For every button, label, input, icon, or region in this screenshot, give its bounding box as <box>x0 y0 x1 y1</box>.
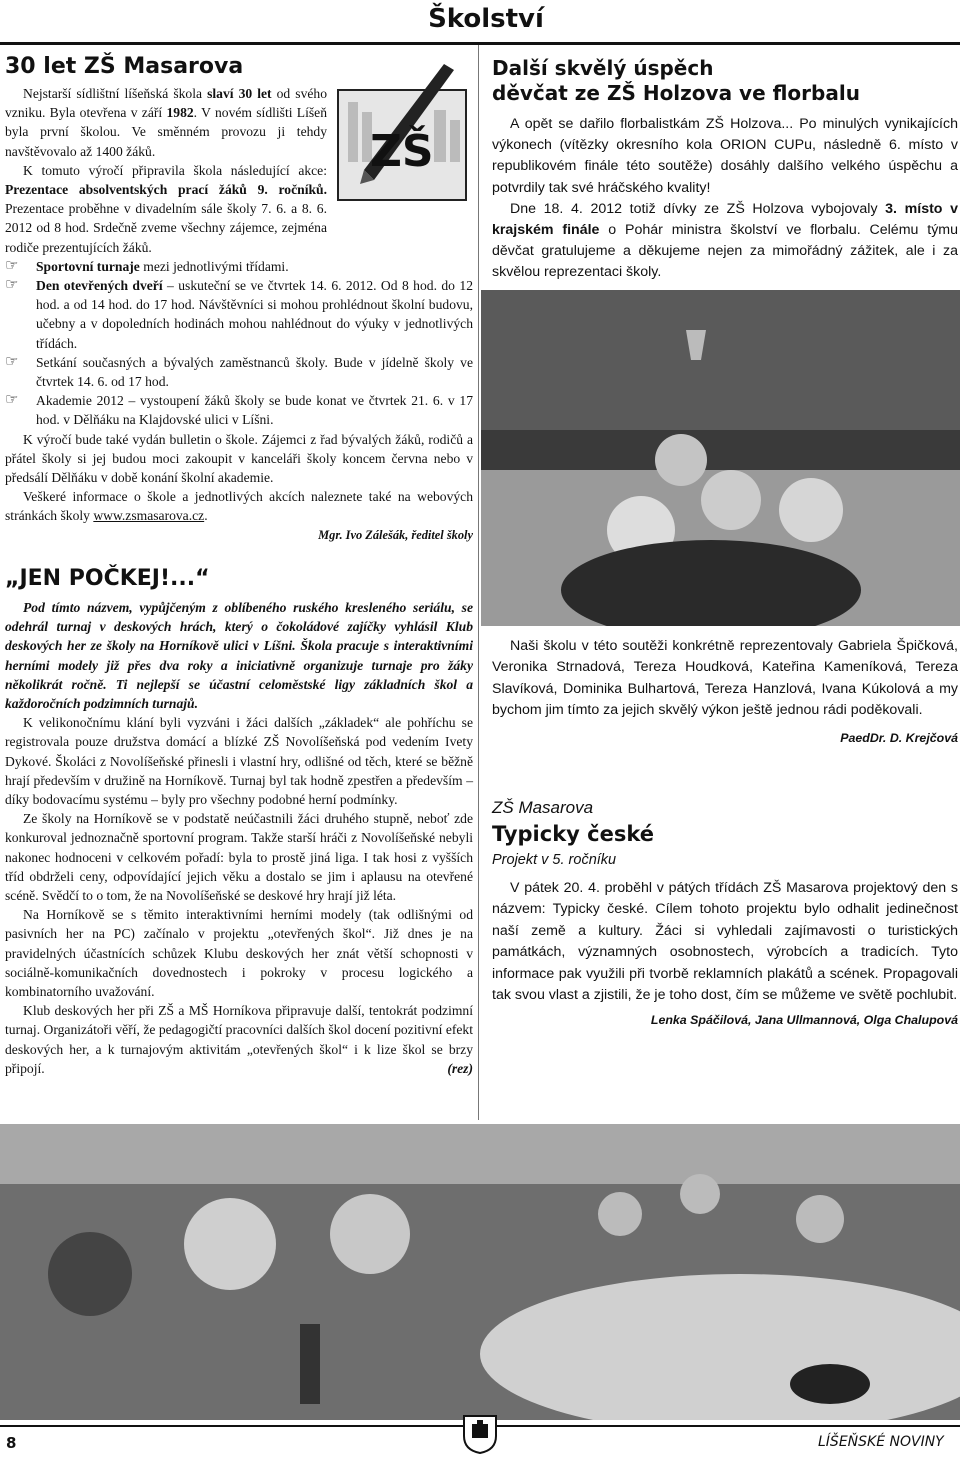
article-title-florbal <box>492 56 860 106</box>
article4-paragraph: V pátek 20. 4. proběhl v pátých třídách ZŠ Masarova projektový den s názvem: Typicky české. Cílem tohoto projektu bylo odhalit jedinečnost naší země a kultury. Žáci si vyhledali zajímavosti o turistických památkách, významných osobnostech, výrobcích a tradicích. Tyto informace pak využili při tvorbě reklamních plakátů a scének. Propagovali tak svou vlast a zjistili, že je toho dost, čím se můžeme ve světě pochlubit. <box>492 880 958 1004</box>
article4-body <box>492 878 958 1032</box>
article4-subtitle: Projekt v 5. ročníku <box>492 852 617 868</box>
header-rule <box>0 42 960 45</box>
article3-signature: PaedDr. D. Krejčová <box>840 730 958 745</box>
pointing-hand-icon: ☞ <box>5 257 19 274</box>
article1-paragraph: Veškeré informace o škole a jednotlivých akcích naleznete také na webových stránkách školy www.zsmasarova.cz. <box>5 489 473 524</box>
board-games-photo <box>0 1124 960 1420</box>
article2-paragraph: K velikonočnímu klání byli vyzváni i žáci dalších „základek“ ale pohříchu se registrovala pouze družstva domácí a blízké ZŠ Novolíšeňská pod vedením Ivety Dykové. Školáci z Novolíšeňské přinesli i vlastní hry, odlišné od těch, které se běžně hrají především v družině na Horníkově. Turnaj byl tak hodně zpestřen a především – díky bodovacímu systému – byly pro všechny podobné herní podmínky. <box>5 715 473 808</box>
article4-signature: Lenka Spáčilová, Jana Ullmannová, Olga Chalupová <box>650 1013 958 1028</box>
article-title-line: děvčat ze ZŠ Holzova ve florbalu <box>492 81 860 105</box>
board-games-photo-icon <box>0 1124 960 1420</box>
article1-paragraph: K výročí bude také vydán bulletin o škole. Zájemci z řad bývalých žáků, rodičů a přátel školy si jej budou moci zakoupit v kanceláři školy koncem června nebo v předsálí Dělňáku v době konání školní akademie. <box>5 431 473 486</box>
article2-lead: Pod tímto názvem, vypůjčeným z oblíbeného ruského kresleného seriálu, se odehrál turnaj v deskových hrách, který o čokoládové zajíčky vyhlásil Klub deskových her ze školy na Horníkově ulici v Líšni. Škola pracuje s interaktivními herními modely již přes dva roky a iniciativně organizuje turnaje pro žáky několikrát ročně. Ti nejlepší se účastní celoměstské ligy základních škol a každoročních podzimních turnajů. <box>5 600 473 712</box>
section-title: Školství <box>428 4 544 34</box>
article-title-jen-pockej: „JEN POČKEJ!...“ <box>5 566 210 591</box>
article4-kicker: ZŠ Masarova <box>492 798 594 817</box>
city-emblem-icon <box>462 1414 498 1454</box>
newspaper-name: LÍŠEŇSKÉ NOVINY <box>818 1434 944 1450</box>
list-item: ☞ Setkání současných a bývalých zaměstnanců školy. Bude v jídelně školy ve čtvrtek 14. 6. od 17 hod. <box>5 353 473 390</box>
article1-paragraph: K tomuto výročí připravila škola následující akce: Prezentace absolventských prací žáků 9. ročníků. Prezentace proběhne v divadelním sále školy 7. 6. a 8. 6. 2012 od 8 hod. Srdečně zveme všechny zájemce, zejména rodiče prezentujících žáků. <box>5 162 327 255</box>
school-website-link[interactable]: www.zsmasarova.cz <box>93 508 205 524</box>
article2-paragraph: Ze školy na Horníkově se v podstatě neúčastnili žáci druhého stupně, neboť zde konkuroval jednoznačně sportovní program. Takže starší hráči z Novolíšeňské nebyli nakonec hodnoceni v celkovém pořadí: byla to prostě jiná liga. I tak hosi z vyšších tříd obdrželi ceny, odpovídající jejich věku a dostalo se jim i aplausu na otevřené scéně. Svědčí to o tom, že na Novolíšeňské se deskové hry hrají již léta. <box>5 811 473 904</box>
article-title-30-let: 30 let ZŠ Masarova <box>5 54 244 79</box>
article-title-typicky-ceske: Typicky české <box>492 822 655 846</box>
article1-signature: Mgr. Ivo Zálešák, ředitel školy <box>318 527 473 542</box>
article3-paragraph: Dne 18. 4. 2012 totiž dívky ze ZŠ Holzova vybojovaly 3. místo v krajském finále o Pohár ministra školství ve florbalu. Celému týmu děvčat gratulujeme a děkujeme nejen za mimořádný zážitek, ale i za skvělou reprezentaci školy. <box>492 200 958 281</box>
article2-paragraph: Na Horníkově se s těmito interaktivními herními modely (tak odlišnými od pasivních her na PC) začínalo v projektu „otevřených škol“. Již dnes je na pravidelných účastnících schůzek Klubu deskových her znát větší schopnosti v sociálně-komunikačních dovednostech i pokroky v procesu logického a kombinatorního uvažování. <box>5 907 473 1000</box>
pointing-hand-icon: ☞ <box>5 277 19 294</box>
article3-body <box>492 114 958 284</box>
article3-body-continued <box>492 636 958 749</box>
list-item: ☞ Akademie 2012 – vystoupení žáků školy se bude konat ve čtvrtek 21. 6. v 17 hod. v Dělňáku na Klajdovské ulici v Líšni. <box>5 392 473 428</box>
page-number: 8 <box>6 1434 17 1452</box>
list-item: ☞ Sportovní turnaje mezi jednotlivými třídami. <box>5 257 473 276</box>
list-item: ☞ Den otevřených dveří – uskuteční se ve čtvrtek 14. 6. 2012. Od 8 hod. do 12 hod. a od 14 hod. do 17 hod. Návštěvníci si mohou prohlédnout školní budovu, učebny a v dopoledních hodinách mohou nahlédnout do výuky v jednotlivých třídách. <box>5 277 473 351</box>
article2-signature: (rez) <box>447 1060 473 1076</box>
article1-body <box>5 84 473 545</box>
florbal-team-photo <box>481 290 960 626</box>
article3-paragraph: A opět se dařilo florbalistkám ZŠ Holzova... Po minulých vynikajících výkonech (vítězky okresního kola ORION CUPu, následně 6. místo v republikovém finále této soutěže) dosáhly dalšího velkého úspěchu a potvrdily tak své hráčského kvality! <box>492 116 958 196</box>
article2-body <box>5 598 473 1078</box>
team-photo-icon <box>481 290 960 626</box>
article-title-line: Další skvělý úspěch <box>492 56 714 80</box>
column-divider <box>478 45 479 1120</box>
pointing-hand-icon: ☞ <box>5 392 19 409</box>
article2-paragraph: Klub deskových her při ZŠ a MŠ Horníkova připravuje další, tentokrát podzimní turnaj. Organizátoři věří, že pedagogičtí pracovníci dalších škol docení pozitivní efekt deskových her, a k turnajovým aktivitám „otevřených škol“ i k lize škol se brzy připojí. (rez) <box>5 1001 473 1078</box>
article1-paragraph: Nejstarší sídlištní líšeňská škola slaví 30 let od svého vzniku. Byla otevřena v září 1982. V novém sídlišti Líšeň byla první školou. Ve směnném provozu ji tehdy navštěvovalo až 1400 žáků. <box>5 86 328 159</box>
pointing-hand-icon: ☞ <box>5 353 19 370</box>
logo-letters: ZŠ <box>370 126 434 177</box>
article3-paragraph: Naši školu v této soutěži konkrétně reprezentovaly Gabriela Špičková, Veronika Strnadová, Tereza Houdková, Kateřina Kameníková, Tereza Slavíková, Dominika Bulhartová, Tereza Hanzlová, Ivana Kúkolová a my bychom jim tímto za jejich skvělý výkon ještě jednou rádi poděkovali. <box>492 638 958 719</box>
